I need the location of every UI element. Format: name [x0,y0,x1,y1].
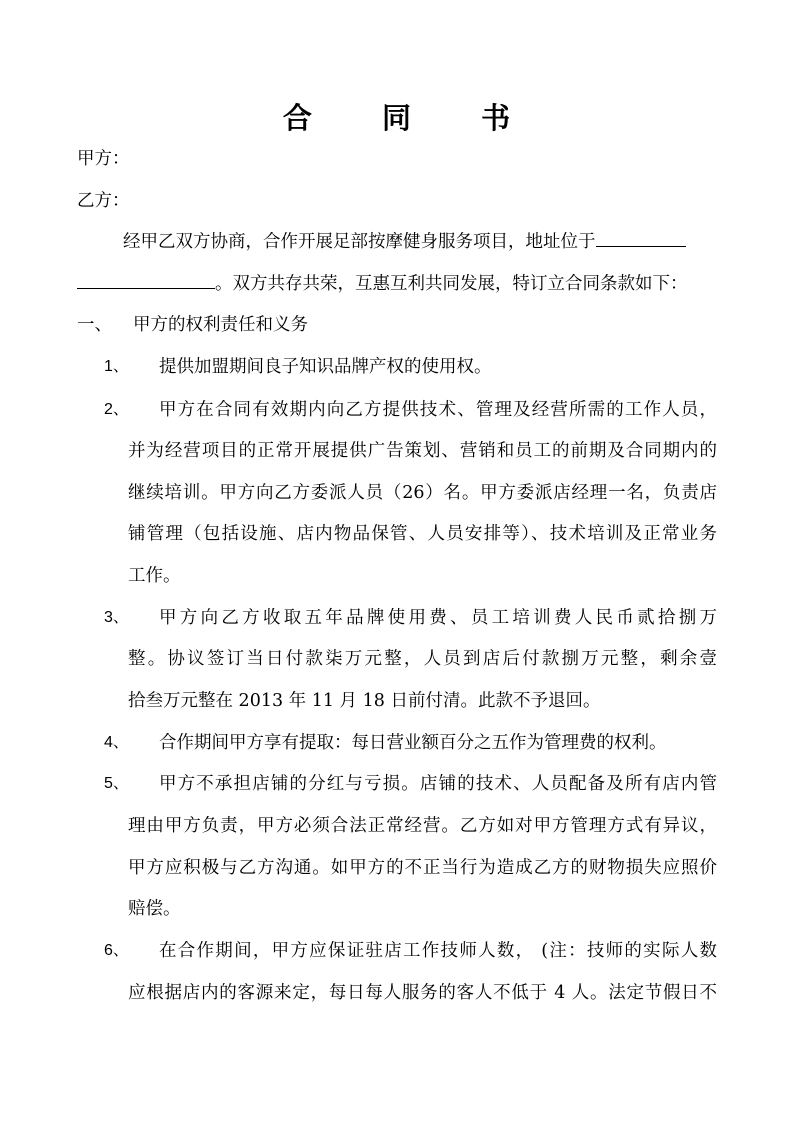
item-line: 应根据店内的客源来定，每日每人服务的客人不低于 4 人。法定节假日不 [128,983,717,1003]
section-number: 一、 [77,315,112,335]
item-line: 并为经营项目的正常开展提供广告策划、营销和员工的前期及合同期内的 [128,441,717,461]
intro-text-1: 经甲乙双方协商，合作开展足部按摩健身服务项目，地址位于 [123,232,596,252]
item-line: 甲方应积极与乙方沟通。如甲方的不正当行为造成乙方的财物损失应照价 [128,858,717,878]
item-number: 4、 [104,734,129,751]
item-line: 工作。 [128,566,181,586]
party-a-label: 甲方： [77,149,130,169]
item-number: 1、 [104,358,129,375]
item-line: 甲方向乙方收取五年品牌使用费、员工培训费人民币贰拾捌万 [159,608,717,628]
item-line: 整。协议签订当日付款柒万元整，人员到店后付款捌万元整，剩余壹 [128,649,717,669]
item-number: 6、 [104,942,129,959]
item-number: 2、 [104,401,129,418]
item-line: 甲方在合同有效期内向乙方提供技术、管理及经营所需的工作人员， [159,400,717,420]
item-line: 提供加盟期间良子知识品牌产权的使用权。 [159,357,492,377]
item-line: 铺管理（包括设施、店内物品保管、人员安排等）、技术培训及正常业务 [128,524,717,544]
item-line: 理由甲方负责，甲方必须合法正常经营。乙方如对甲方管理方式有异议， [128,816,717,836]
item-line: 合作期间甲方享有提取：每日营业额百分之五作为管理费的权利。 [159,733,667,753]
document-title: 合 同 书 [282,101,541,135]
intro-paragraph-line2 [77,272,688,296]
intro-text-2: 。双方共存共荣，互惠互利共同发展，特订立合同条款如下： [215,274,688,294]
address-blank-1 [596,230,686,247]
item-number: 5、 [104,775,129,792]
item-number: 3、 [104,609,129,626]
address-blank-2 [77,272,215,289]
item-line: 甲方不承担店铺的分红与亏损。店铺的技术、人员配备及所有店内管 [159,774,717,794]
item-line: 在合作期间，甲方应保证驻店工作技师人数， (注：技师的实际人数 [159,941,717,961]
party-b-label: 乙方： [77,191,130,211]
section-heading [77,313,112,337]
item-line: 拾叁万元整在 2013 年 11 月 18 日前付清。此款不予退回。 [128,691,601,711]
intro-paragraph-line1 [123,230,686,254]
item-line: 继续培训。甲方向乙方委派人员（26）名。甲方委派店经理一名，负责店 [128,483,717,503]
section-title: 甲方的权利责任和义务 [133,315,308,335]
item-line: 赔偿。 [128,899,181,919]
